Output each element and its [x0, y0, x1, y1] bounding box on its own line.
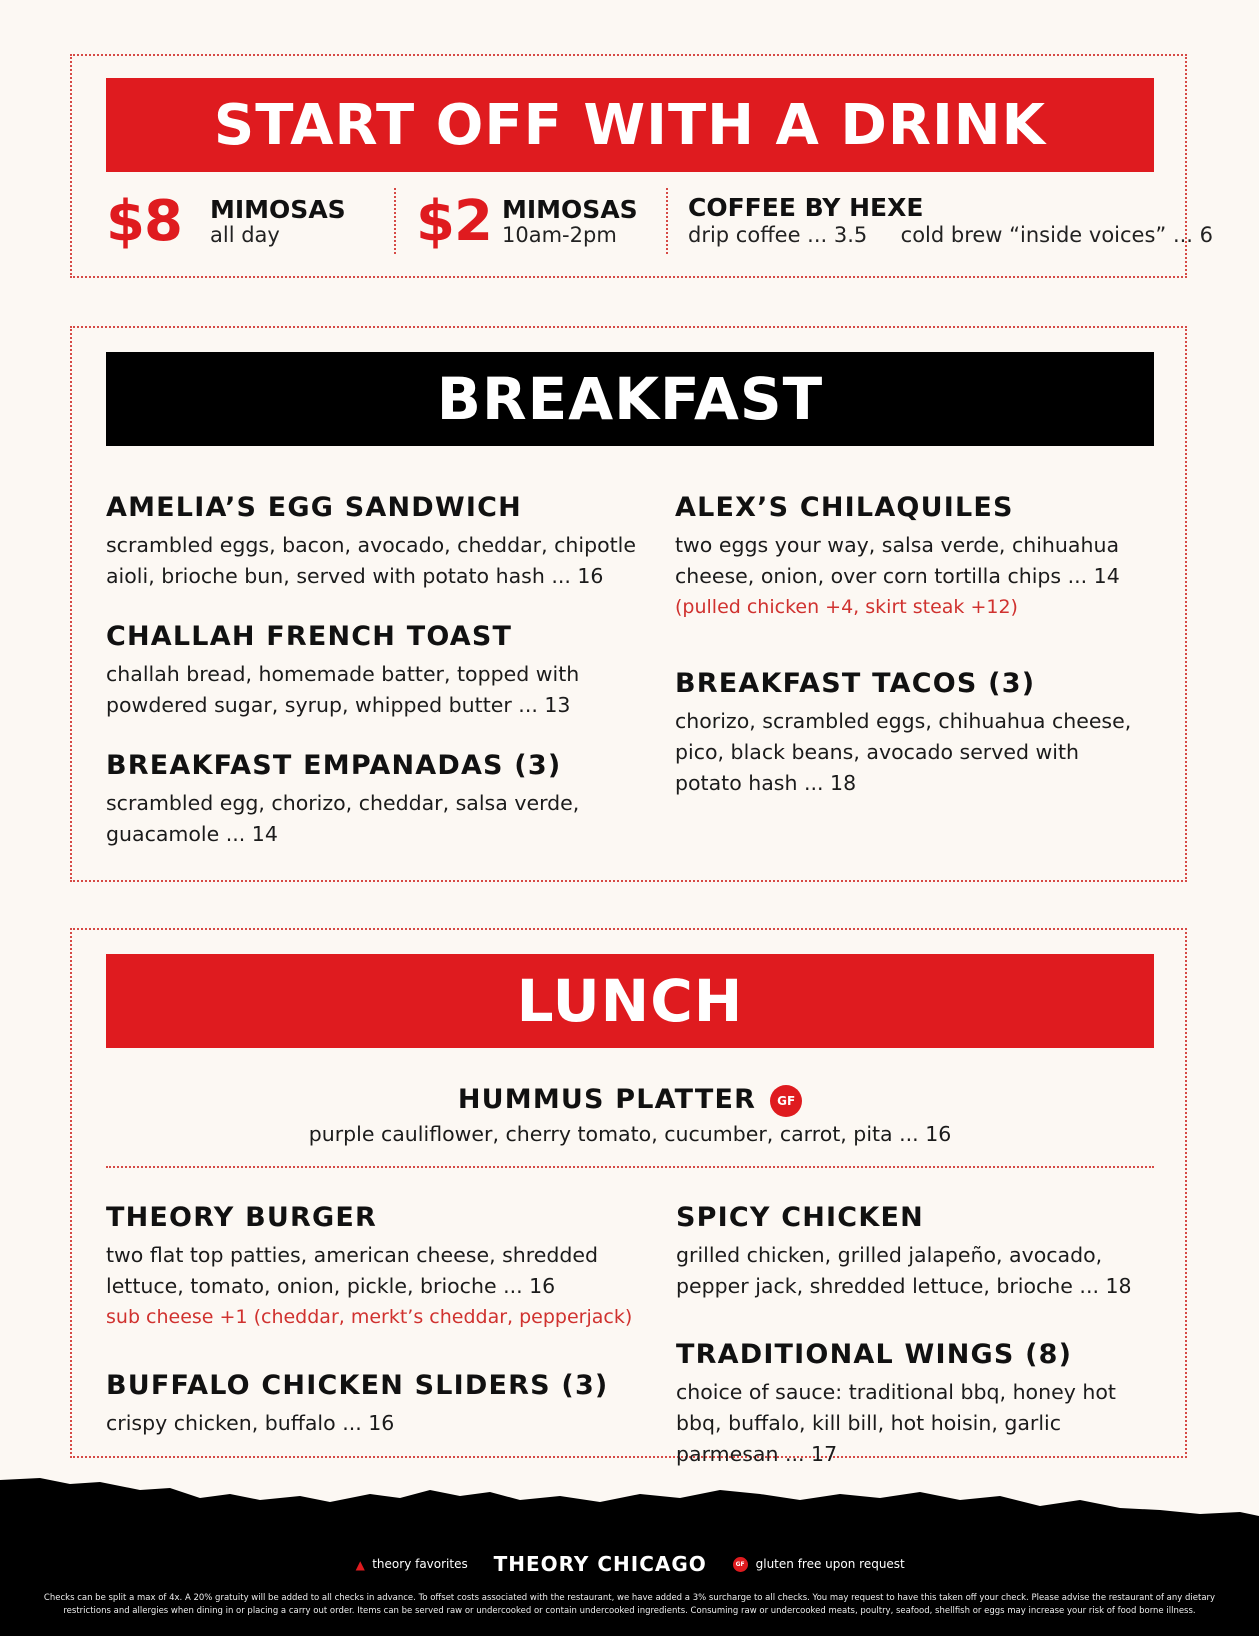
- item-desc: scrambled egg, chorizo, cheddar, salsa verde, guacamole ... 14: [106, 791, 580, 846]
- item-desc: challah bread, homemade batter, topped with powdered sugar, syrup, whipped butter ... 13: [106, 662, 580, 717]
- gluten-free-badge-icon: GF: [770, 1085, 802, 1117]
- menu-item: [675, 668, 1150, 799]
- item-title: CHALLAH FRENCH TOAST: [106, 621, 513, 652]
- brand-name: THEORY CHICAGO: [493, 1552, 707, 1576]
- item-desc: two flat top patties, american cheese, shredded lettuce, tomato, onion, pickle, brioche ... 16: [106, 1243, 599, 1298]
- menu-item: [106, 492, 646, 592]
- lunch-banner: LUNCH: [106, 954, 1154, 1048]
- item-title: BREAKFAST TACOS (3): [675, 668, 1036, 699]
- item-desc: choice of sauce: traditional bbq, honey hot bbq, buffalo, kill bill, hot hoisin, garlic parmesan ... 17: [676, 1380, 1116, 1466]
- deal1-label: MIMOSAS: [210, 195, 346, 224]
- coffee-sub: drip coffee ... 3.5 cold brew “inside voices” ... 6: [688, 223, 1214, 247]
- menu-item: [106, 1202, 646, 1332]
- deal1-sub: all day: [210, 223, 280, 247]
- thumbs-up-icon: ▲: [355, 1558, 365, 1572]
- item-title: ALEX’S CHILAQUILES: [675, 492, 1014, 523]
- item-desc: grilled chicken, grilled jalapeño, avocado, pepper jack, shredded lettuce, brioche ... 18: [676, 1243, 1132, 1298]
- breakfast-banner: BREAKFAST: [106, 352, 1154, 446]
- drinks-banner: START OFF WITH A DRINK: [106, 78, 1154, 172]
- item-addon-note: sub cheese +1 (cheddar, merkt’s cheddar, pepperjack): [106, 1306, 633, 1328]
- footer: [0, 1540, 1259, 1636]
- drinks-section: [70, 54, 1214, 278]
- menu-item: [676, 1339, 1156, 1470]
- drinks-divider: [394, 188, 396, 254]
- deal1-price: $8: [106, 189, 182, 254]
- drinks-divider: [666, 188, 668, 254]
- deal2-label: MIMOSAS: [502, 195, 638, 224]
- item-desc: scrambled eggs, bacon, avocado, cheddar, chipotle aioli, brioche bun, served with potato hash ... 16: [106, 533, 636, 588]
- gluten-free-label: gluten free upon request: [755, 1557, 905, 1571]
- item-title: THEORY BURGER: [106, 1202, 377, 1233]
- item-desc: purple cauliflower, cherry tomato, cucumber, carrot, pita ... 16: [308, 1121, 952, 1146]
- drinks-row: [106, 188, 1214, 258]
- lunch-section: [70, 928, 1187, 1466]
- favorites-label: theory favorites: [372, 1557, 468, 1571]
- deal2-sub: 10am-2pm: [502, 223, 617, 247]
- breakfast-section: [70, 326, 1187, 882]
- footer-legend: [0, 1552, 1259, 1576]
- item-desc: crispy chicken, buffalo ... 16: [106, 1411, 395, 1435]
- item-title: AMELIA’S EGG SANDWICH: [106, 492, 522, 523]
- featured-item: [106, 1084, 1154, 1150]
- item-title: BREAKFAST EMPANADAS (3): [106, 750, 562, 781]
- gluten-free-icon: GF: [733, 1557, 748, 1572]
- item-addon-note: (pulled chicken +4, skirt steak +12): [675, 596, 1018, 618]
- item-title: TRADITIONAL WINGS (8): [676, 1339, 1073, 1370]
- item-desc: two eggs your way, salsa verde, chihuahua cheese, onion, over corn tortilla chips ... 14: [675, 533, 1120, 588]
- item-desc: chorizo, scrambled eggs, chihuahua cheese, pico, black beans, avocado served with potato hash ... 18: [675, 709, 1132, 795]
- menu-item: [675, 492, 1155, 622]
- lunch-divider: [106, 1166, 1154, 1168]
- item-title: [106, 1084, 1154, 1117]
- deal2-price: $2: [416, 189, 492, 254]
- coffee-label: COFFEE BY HEXE: [688, 193, 924, 222]
- item-title: BUFFALO CHICKEN SLIDERS (3): [106, 1370, 609, 1401]
- fine-print: Checks can be split a max of 4x. A 20% gratuity will be added to all checks in advance. To offset costs associated with the restaurant, we have added a 3% surcharge to all checks. You may request to have this taken off your check. Please advise the restaurant of any dietary restrictions and allergies when dining in or placing a carry out order. Items can be served raw or undercooked or contain undercooked ingredients. Consuming raw or undercooked meats, poultry, seafood, shellfish or eggs may increase your risk of food borne illness.: [43, 1593, 1216, 1616]
- menu-item: [106, 750, 626, 850]
- menu-item: [106, 1370, 646, 1439]
- featured-title: HUMMUS PLATTER: [457, 1084, 757, 1115]
- item-title: SPICY CHICKEN: [676, 1202, 924, 1233]
- menu-item: [676, 1202, 1146, 1302]
- menu-item: [106, 621, 646, 721]
